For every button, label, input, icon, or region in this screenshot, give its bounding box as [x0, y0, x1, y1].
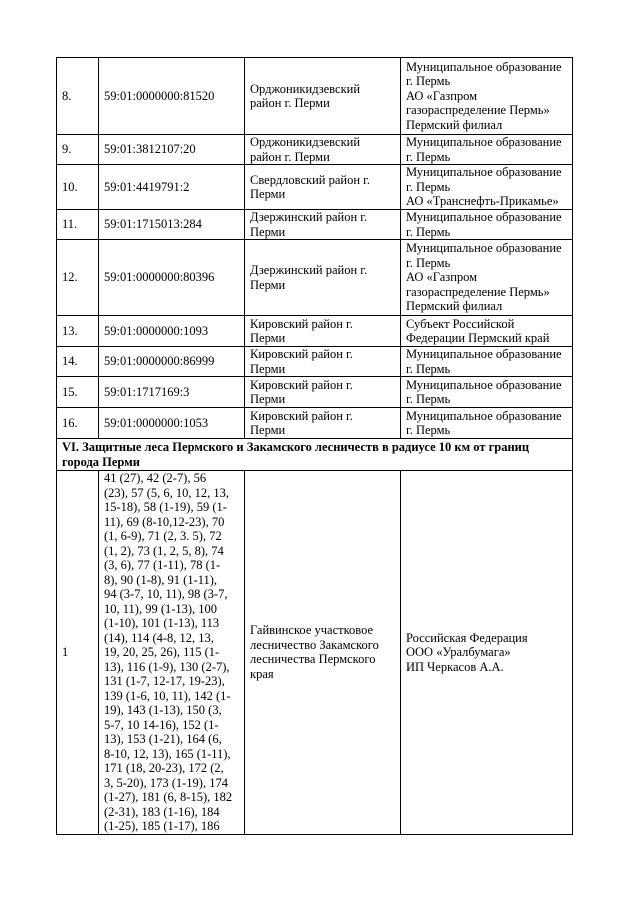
- district: Кировский район г. Перми: [245, 377, 401, 408]
- row-number: 11.: [57, 210, 99, 240]
- district: Кировский район г. Перми: [245, 347, 401, 377]
- table-row: [57, 210, 573, 240]
- forestry-name: Гайвинское участковое лесничество Закамского лесничества Пермского края: [245, 471, 401, 835]
- owner: Субъект Российской Федерации Пермский край: [401, 316, 573, 347]
- row-number: 9.: [57, 135, 99, 165]
- district: Дзержинский район г. Перми: [245, 240, 401, 316]
- row-number: 12.: [57, 240, 99, 316]
- row-number: 13.: [57, 316, 99, 347]
- section-heading-row: [57, 439, 573, 471]
- cadastral-number: 59:01:1715013:284: [99, 210, 245, 240]
- table-row: [57, 408, 573, 439]
- table-row: [57, 316, 573, 347]
- cadastral-number: 59:01:0000000:80396: [99, 240, 245, 316]
- cadastral-number: 59:01:0000000:1053: [99, 408, 245, 439]
- cadastral-number: 59:01:0000000:1093: [99, 316, 245, 347]
- land-plots-table: [56, 57, 573, 835]
- row-number: 8.: [57, 58, 99, 135]
- table-row: [57, 471, 573, 835]
- row-number: 1: [57, 471, 99, 835]
- district: Кировский район г. Перми: [245, 316, 401, 347]
- table-row: [57, 165, 573, 210]
- owner: Муниципальное образование г. Пермь: [401, 135, 573, 165]
- cadastral-number: 59:01:1717169:3: [99, 377, 245, 408]
- owner: Муниципальное образование г. Пермь: [401, 347, 573, 377]
- owner: Муниципальное образование г. Пермь АО «Газпром газораспределение Пермь» Пермский филиал: [401, 58, 573, 135]
- owner: Муниципальное образование г. Пермь АО «Транснефть-Прикамье»: [401, 165, 573, 210]
- table-row: [57, 135, 573, 165]
- district: Орджоникидзевский район г. Перми: [245, 58, 401, 135]
- owner: Муниципальное образование г. Пермь: [401, 377, 573, 408]
- cadastral-number: 59:01:0000000:81520: [99, 58, 245, 135]
- section-heading: VI. Защитные леса Пермского и Закамского лесничеств в радиусе 10 км от границ города Перми: [57, 439, 573, 471]
- owner: Муниципальное образование г. Пермь: [401, 408, 573, 439]
- district: Кировский район г. Перми: [245, 408, 401, 439]
- owner: Российская Федерация ООО «Уралбумага» ИП Черкасов А.А.: [401, 471, 573, 835]
- district: Свердловский район г. Перми: [245, 165, 401, 210]
- cadastral-number: 59:01:0000000:86999: [99, 347, 245, 377]
- row-number: 15.: [57, 377, 99, 408]
- table-row: [57, 240, 573, 316]
- cadastral-number: 59:01:4419791:2: [99, 165, 245, 210]
- row-number: 14.: [57, 347, 99, 377]
- table-row: [57, 377, 573, 408]
- table-row: [57, 347, 573, 377]
- district: Дзержинский район г. Перми: [245, 210, 401, 240]
- forest-quarters: 41 (27), 42 (2-7), 56 (23), 57 (5, 6, 10, 12, 13, 15-18), 58 (1-19), 59 (1- 11), 69 (8-10,12-23), 70 (1, 6-9), 71 (2, 3. 5), 72 (1, 2), 73 (1, 2, 5, 8), 74 (3, 6), 77 (1-11), 78 (1- 8), 90 (1-8), 91 (1-11), 94 (3-7, 10, 11), 98 (3-7, 10, 11), 99 (1-13), 100 (1-10), 101 (1-13), 113 (14), 114 (4-8, 12, 13, 19, 20, 25, 26), 115 (1- 13), 116 (1-9), 130 (2-7), 131 (1-7, 12-17, 19-23), 139 (1-6, 10, 11), 142 (1- 19), 143 (1-13), 150 (3, 5-7, 10 14-16), 152 (1- 13), 153 (1-21), 164 (6, 8-10, 12, 13), 165 (1-11), 171 (18, 20-23), 172 (2, 3, 5-20), 173 (1-19), 174 (1-27), 181 (6, 8-15), 182 (2-31), 183 (1-16), 184 (1-25), 185 (1-17), 186: [99, 471, 245, 835]
- table-row: [57, 58, 573, 135]
- owner: Муниципальное образование г. Пермь: [401, 210, 573, 240]
- owner: Муниципальное образование г. Пермь АО «Газпром газораспределение Пермь» Пермский филиал: [401, 240, 573, 316]
- row-number: 16.: [57, 408, 99, 439]
- row-number: 10.: [57, 165, 99, 210]
- district: Орджоникидзевский район г. Перми: [245, 135, 401, 165]
- cadastral-number: 59:01:3812107:20: [99, 135, 245, 165]
